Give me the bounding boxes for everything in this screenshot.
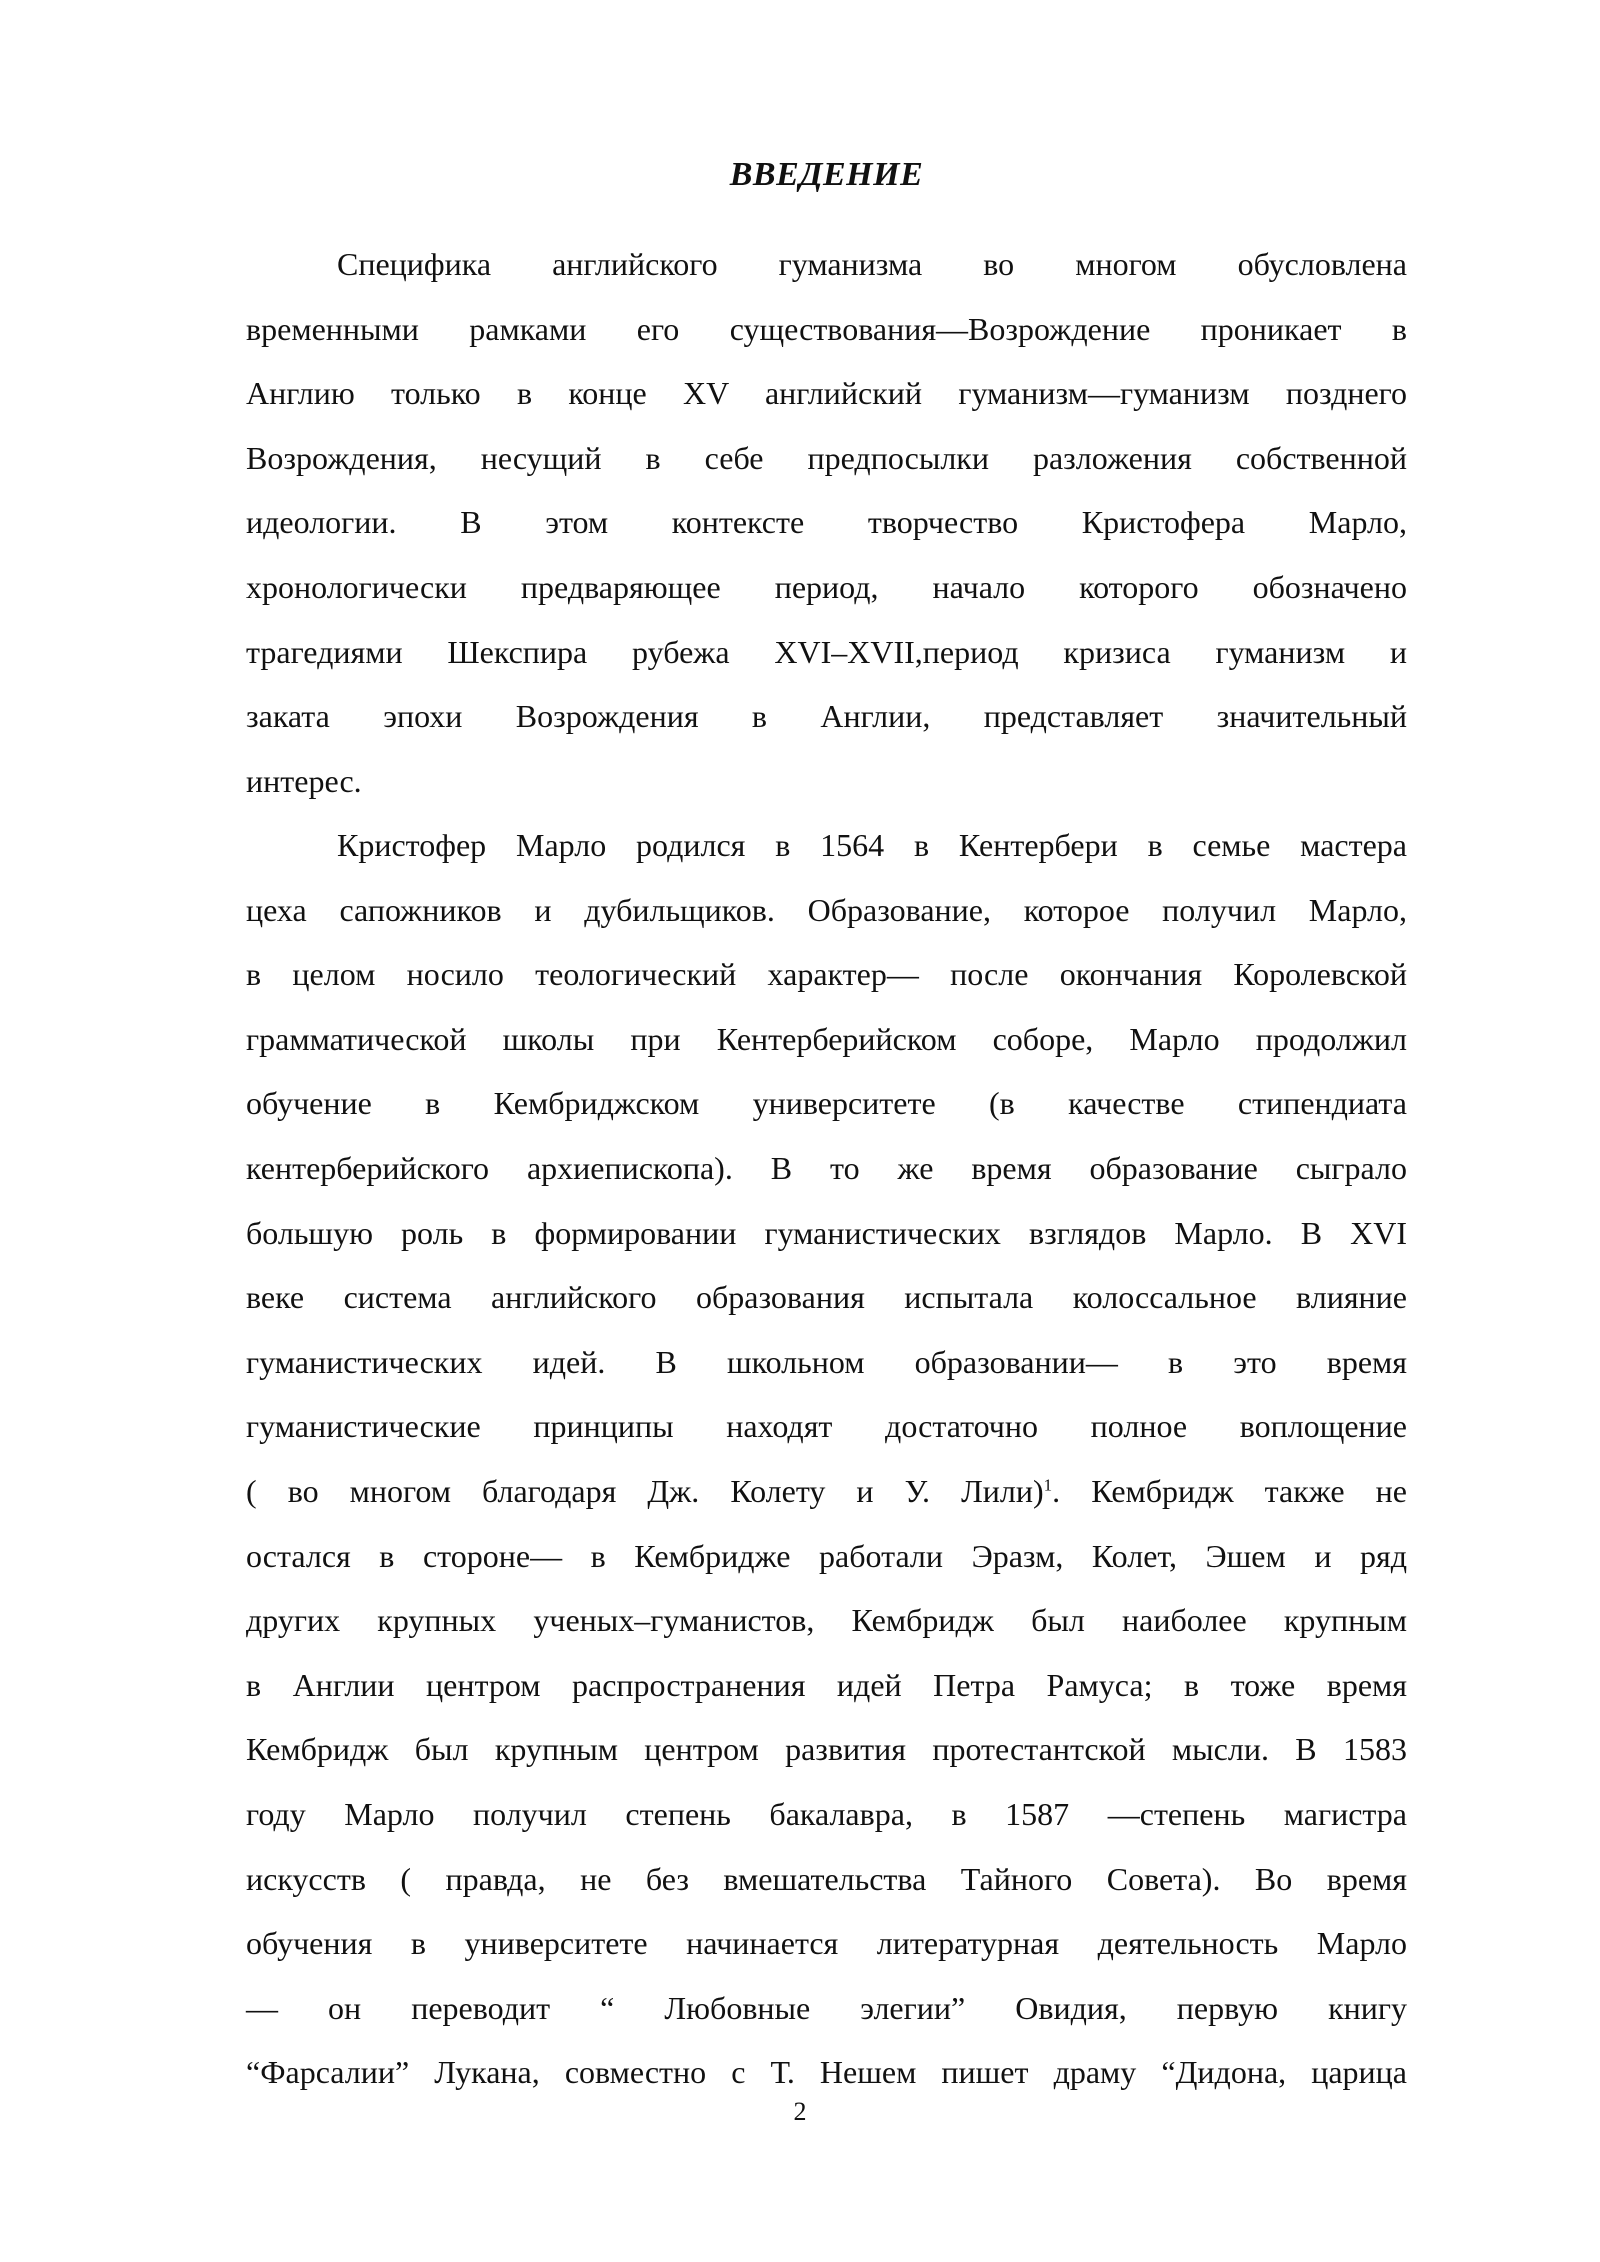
text-line-segment: . Кембридж также не bbox=[1052, 1472, 1408, 1509]
text-line: других крупных ученых–гуманистов, Кембридж был наиболее крупным bbox=[246, 1602, 1407, 1639]
text-line: идеологии. В этом контексте творчество Кристофера Марло, bbox=[246, 504, 1407, 541]
page-number: 2 bbox=[793, 2097, 807, 2126]
text-line: искусств ( правда, не без вмешательства Тайного Совета). Во время bbox=[246, 1860, 1407, 1897]
text-line: Кристофер Марло родился в 1564 в Кентербери в семье мастера bbox=[337, 827, 1407, 863]
paragraph-intro bbox=[246, 232, 1407, 813]
text-line: большую роль в формировании гуманистических взглядов Марло. В XVI bbox=[246, 1214, 1407, 1251]
text-line: остался в стороне— в Кембридже работали Эразм, Колет, Эшем и ряд bbox=[246, 1537, 1407, 1574]
text-line: году Марло получил степень бакалавра, в 1587 —степень магистра bbox=[246, 1795, 1407, 1832]
text-line: веке система английского образования испытала колоссальное влияние bbox=[246, 1279, 1407, 1316]
text-line-segment: ( во многом благодаря Дж. Колету и У. Лили) bbox=[246, 1472, 1044, 1509]
text-line: Англию только в конце XV английский гуманизм—гуманизм позднего bbox=[246, 375, 1407, 412]
text-line bbox=[246, 1459, 1407, 1524]
text-line: обучение в Кембриджском университете (в качестве стипендиата bbox=[246, 1085, 1407, 1122]
text-line: заката эпохи Возрождения в Англии, представляет значительный bbox=[246, 698, 1407, 735]
text-line: цеха сапожников и дубильщиков. Образование, которое получил Марло, bbox=[246, 891, 1407, 928]
text-line: в Англии центром распространения идей Петра Рамуса; в тоже время bbox=[246, 1666, 1407, 1703]
text-line: Кембридж был крупным центром развития протестантской мысли. В 1583 bbox=[246, 1731, 1407, 1768]
text-line: в целом носило теологический характер— после окончания Королевской bbox=[246, 956, 1407, 993]
text-line: “Фарсалии” Лукана, совместно с Т. Нешем пишет драму “Дидона, царица bbox=[246, 2054, 1407, 2091]
text-line: временными рамками его существования—Возрождение проникает в bbox=[246, 310, 1407, 347]
text-line: Возрождения, несущий в себе предпосылки разложения собственной bbox=[246, 439, 1407, 476]
footnote-reference[interactable]: 1 bbox=[1043, 1475, 1053, 1495]
text-line: Специфика английского гуманизма во многом обусловлена bbox=[337, 246, 1407, 282]
text-line: хронологически предваряющее период, начало которого обозначено bbox=[246, 568, 1407, 605]
text-line: грамматической школы при Кентерберийском соборе, Марло продолжил bbox=[246, 1020, 1407, 1057]
text-line: — он переводит “ Любовные элегии” Овидия, первую книгу bbox=[246, 1989, 1407, 2026]
section-heading: ВВЕДЕНИЕ bbox=[729, 156, 924, 193]
text-line: трагедиями Шекспира рубежа XVI–XVII,период кризиса гуманизм и bbox=[246, 633, 1407, 670]
text-line: обучения в университете начинается литературная деятельность Марло bbox=[246, 1925, 1407, 1962]
text-line: кентерберийского архиепископа). В то же время образование сыграло bbox=[246, 1149, 1407, 1186]
text-line: интерес. bbox=[246, 762, 362, 799]
text-line: гуманистические принципы находят достаточно полное воплощение bbox=[246, 1408, 1407, 1445]
paragraph-biography bbox=[246, 813, 1407, 2105]
text-line: гуманистических идей. В школьном образовании— в это время bbox=[246, 1343, 1407, 1380]
